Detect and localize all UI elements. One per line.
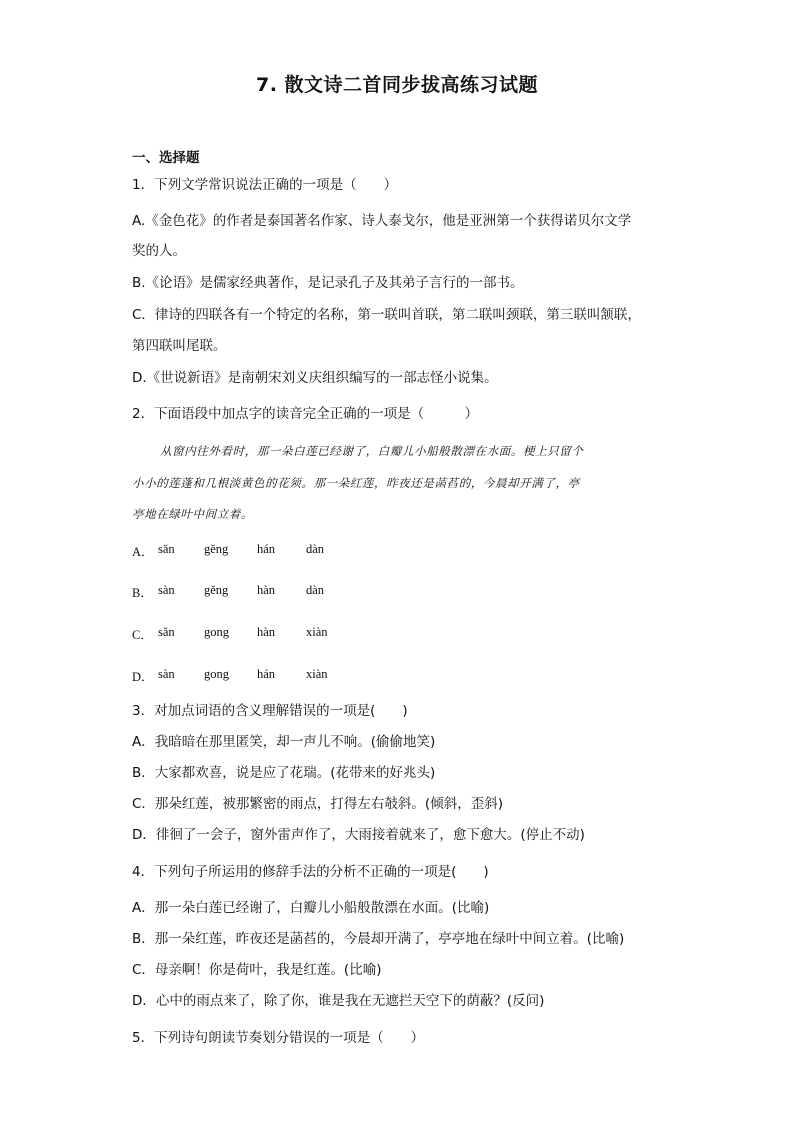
pinyin: hàn bbox=[257, 583, 276, 597]
q3-stem: 3．对加点词语的含义理解错误的一项是( ) bbox=[132, 703, 408, 719]
q1-option-c: C．律诗的四联各有一个特定的名称，第一联叫首联，第二联叫颈联，第三联叫颔联， bbox=[132, 307, 641, 323]
q2-stem: 2．下面语段中加点字的读音完全正确的一项是（ ） bbox=[132, 406, 479, 422]
q1-option-a: A.《金色花》的作者是泰国著名作家、诗人泰戈尔，他是亚洲第一个获得诺贝尔文学 bbox=[132, 213, 632, 229]
q3-option-c: C．那朵红莲，被那繁密的雨点，打得左右攲斜。(倾斜，歪斜) bbox=[132, 796, 503, 812]
q2-passage-line: 小小的莲蓬和几根淡黄色的花须。那一朵红莲，昨夜还是菡萏的，今晨却开满了，亭 bbox=[132, 476, 580, 490]
pinyin: gong bbox=[204, 667, 229, 681]
pinyin: hàn bbox=[257, 625, 276, 639]
q4-option-d: D．心中的雨点来了，除了你，谁是我在无遮拦天空下的荫蔽？(反问) bbox=[132, 993, 545, 1009]
option-label: C． bbox=[132, 628, 153, 642]
q1-stem: 1．下列文学常识说法正确的一项是（ ） bbox=[132, 177, 398, 193]
q1-option-b: B.《论语》是儒家经典著作，是记录孔子及其弟子言行的一部书。 bbox=[132, 275, 524, 291]
option-label: A． bbox=[132, 545, 154, 559]
pinyin: sàn bbox=[158, 583, 175, 597]
pinyin: xiàn bbox=[306, 667, 328, 681]
q4-option-b: B．那一朵红莲，昨夜还是菡萏的，今晨却开满了，亭亭地在绿叶中间立着。(比喻) bbox=[132, 931, 625, 947]
pinyin: xiàn bbox=[306, 625, 328, 639]
pinyin: gěng bbox=[204, 542, 229, 556]
q3-option-b: B．大家都欢喜，说是应了花瑞。(花带来的好兆头) bbox=[132, 765, 436, 781]
q3-option-a: A．我暗暗在那里匿笑，却一声儿不响。(偷偷地笑) bbox=[132, 734, 436, 750]
q1-option-d: D.《世说新语》是南朝宋刘义庆组织编写的一部志怪小说集。 bbox=[132, 370, 498, 386]
option-label: D． bbox=[132, 670, 154, 684]
pinyin: sǎn bbox=[158, 625, 175, 639]
pinyin: gong bbox=[204, 625, 229, 639]
q4-option-a: A．那一朵白莲已经谢了，白瓣儿小船般散漂在水面。(比喻) bbox=[132, 900, 490, 916]
q3-option-d: D．徘徊了一会子，窗外雷声作了，大雨接着就来了，愈下愈大。(停止不动) bbox=[132, 827, 585, 843]
pinyin: dàn bbox=[306, 583, 325, 597]
q2-passage-line: 从窗内往外看时，那一朵白莲已经谢了，白瓣儿小船般散漂在水面。梗上只留个 bbox=[160, 444, 584, 458]
pinyin: sàn bbox=[158, 667, 175, 681]
pinyin: sǎn bbox=[158, 542, 175, 556]
pinyin: dàn bbox=[306, 542, 325, 556]
q1-option-c-cont: 第四联叫尾联。 bbox=[132, 338, 227, 354]
pinyin: hán bbox=[257, 542, 276, 556]
option-label: B． bbox=[132, 586, 153, 600]
pinyin: hán bbox=[257, 667, 276, 681]
q4-option-c: C．母亲啊！你是荷叶，我是红莲。(比喻) bbox=[132, 962, 382, 978]
q5-stem: 5．下列诗句朗读节奏划分错误的一项是（ ） bbox=[132, 1030, 425, 1046]
q1-option-a-cont: 奖的人。 bbox=[132, 243, 186, 259]
pinyin: gěng bbox=[204, 583, 229, 597]
section-title: 一、选择题 bbox=[132, 150, 200, 166]
q2-passage-line: 亭地在绿叶中间立着。 bbox=[132, 507, 253, 521]
q4-stem: 4．下列句子所运用的修辞手法的分析不正确的一项是( ) bbox=[132, 864, 489, 880]
page-title: 7. 散文诗二首同步拔高练习试题 bbox=[255, 74, 539, 96]
